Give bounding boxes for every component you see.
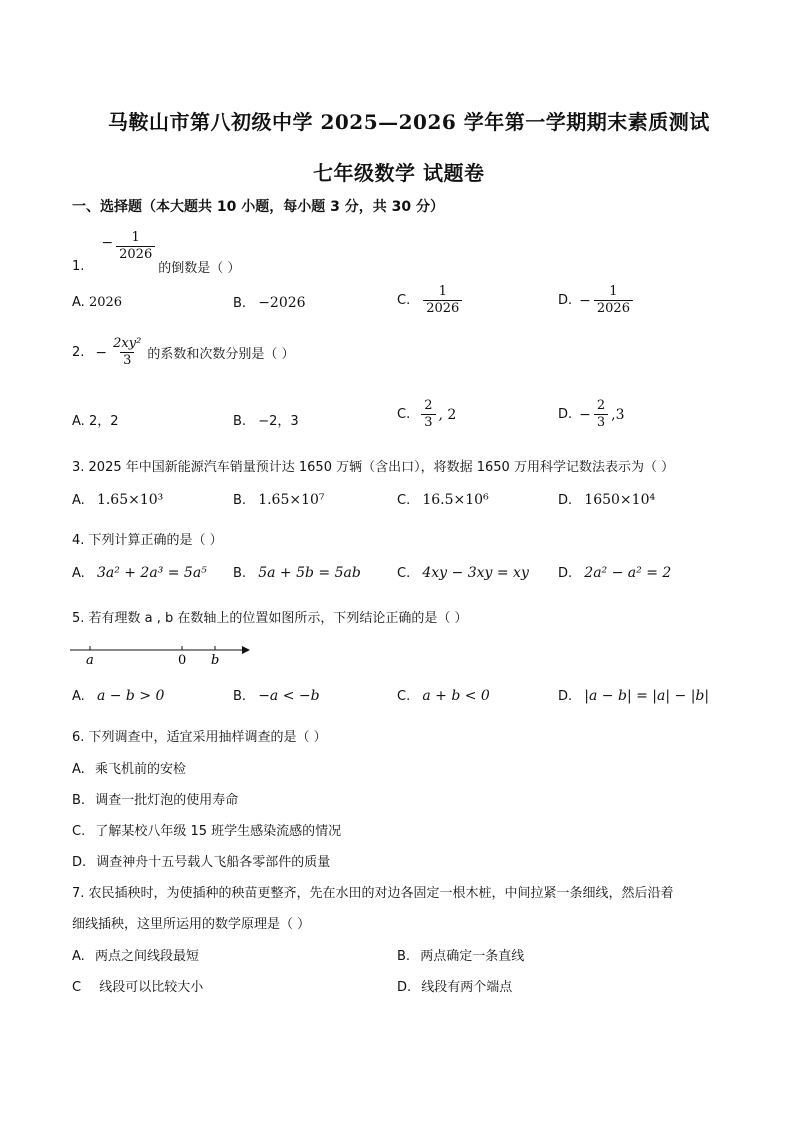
question-text: 的系数和次数分别是（ ）	[147, 347, 295, 362]
option-label: C.	[397, 293, 411, 308]
q2-option-b	[233, 410, 299, 429]
option-value: 乘飞机前的安检	[94, 762, 186, 777]
option-label: B.	[233, 493, 247, 508]
q1-option-d	[558, 284, 633, 317]
minus-sign: −	[101, 234, 114, 251]
fraction-numerator: 2xy²	[113, 336, 142, 351]
question-7-line-1: 7. 农民插秧时，为使插种的秧苗更整齐，先在水田的对边各固定一根木桩，中间拉紧一条细线，然后沿着	[72, 886, 674, 901]
option-value: 2026	[88, 295, 123, 310]
q2-option-d	[558, 398, 625, 431]
q2-option-a	[72, 410, 118, 429]
option-label: A.	[72, 414, 85, 429]
q5-option-a	[72, 688, 164, 704]
q7-option-a	[72, 945, 199, 964]
fraction-denominator: 3	[594, 414, 608, 431]
fraction	[423, 284, 462, 317]
option-label: A.	[72, 689, 85, 704]
option-label: D.	[558, 689, 573, 704]
option-label: A.	[72, 295, 85, 310]
q6-option-b	[72, 789, 238, 808]
option-value: 16.5×10⁶	[422, 492, 489, 508]
fraction	[110, 336, 144, 369]
fraction	[421, 398, 435, 431]
q6-option-c	[72, 820, 341, 839]
exam-title: 马鞍山市第八初级中学 2025—2026 学年第一学期期末素质测试	[108, 110, 710, 134]
question-4: 4. 下列计算正确的是（ ）	[72, 533, 223, 548]
q4-option-b	[233, 565, 361, 581]
q1-option-a	[72, 295, 122, 310]
fraction-denominator: 2026	[594, 300, 633, 317]
option-label: D.	[397, 980, 412, 995]
option-label: A.	[72, 566, 85, 581]
option-value: 4xy − 3xy = xy	[422, 565, 529, 581]
fraction-numerator: 1	[438, 284, 447, 299]
option-value: 线段有两个端点	[421, 980, 513, 995]
option-value: 5a + 5b = 5ab	[258, 565, 361, 581]
option-value: 线段可以比较大小	[99, 980, 204, 995]
fraction-numerator: 2	[596, 398, 606, 413]
fraction	[116, 230, 155, 263]
q1-option-b	[233, 295, 306, 311]
option-value: a + b < 0	[422, 688, 490, 704]
option-value: 1.65×10³	[96, 492, 164, 508]
option-label: B.	[397, 949, 411, 964]
q1-option-c	[397, 284, 462, 317]
option-label: C	[72, 980, 82, 995]
q6-option-d	[72, 851, 330, 870]
q7-option-d	[397, 976, 512, 995]
option-value: 1.65×10⁷	[258, 492, 325, 508]
arrow-icon	[242, 646, 250, 654]
option-value: 了解某校八年级 15 班学生感染流感的情况	[95, 824, 342, 839]
option-label: A.	[72, 493, 85, 508]
label-0: 0	[178, 653, 187, 668]
option-value: a − b > 0	[96, 688, 165, 704]
section-heading: 一、选择题（本大题共 10 小题，每小题 3 分，共 30 分）	[72, 199, 444, 215]
question-1	[72, 230, 241, 276]
q5-option-b	[233, 688, 320, 704]
option-value: |a − b| = |a| − |b|	[584, 688, 710, 704]
option-label: D.	[72, 855, 87, 870]
fraction-denominator: 3	[421, 414, 435, 431]
q3-option-b	[233, 492, 325, 508]
option-label: C.	[72, 824, 86, 839]
q7-option-c	[72, 976, 203, 995]
question-text: 的倒数是（ ）	[158, 261, 241, 276]
q4-option-d	[558, 565, 671, 581]
option-value: −2，3	[258, 414, 299, 429]
number-line	[66, 640, 251, 668]
fraction	[594, 284, 633, 317]
question-7-line-2: 细线插秧，这里所运用的数学原理是（ ）	[72, 917, 311, 932]
option-label: A.	[72, 949, 85, 964]
option-label: D.	[558, 407, 573, 422]
q6-option-a	[72, 758, 186, 777]
option-label: C.	[397, 689, 411, 704]
option-label: B.	[233, 296, 247, 311]
option-label: B.	[233, 689, 247, 704]
q4-option-a	[72, 565, 207, 581]
option-label: B.	[233, 566, 247, 581]
option-label: B.	[233, 414, 247, 429]
label-a: a	[86, 653, 94, 668]
option-value: 调查一批灯泡的使用寿命	[95, 793, 239, 808]
option-tail: , 2	[438, 406, 457, 423]
question-5: 5. 若有理数 a , b 在数轴上的位置如图所示，下列结论正确的是（ ）	[72, 611, 468, 626]
q3-option-d	[558, 492, 655, 508]
question-number: 2.	[72, 345, 85, 360]
minus-sign: −	[95, 344, 108, 361]
question-6: 6. 下列调查中，适宜采用抽样调查的是（ ）	[72, 730, 327, 745]
option-value: 2a² − a² = 2	[584, 565, 672, 581]
q5-option-c	[397, 688, 490, 704]
option-value: 3a² + 2a³ = 5a⁵	[96, 565, 207, 581]
option-label: C.	[397, 493, 411, 508]
option-label: A.	[72, 762, 85, 777]
q7-option-b	[397, 945, 524, 964]
option-label: C.	[397, 566, 411, 581]
option-label: C.	[397, 407, 411, 422]
q3-option-c	[397, 492, 489, 508]
q3-option-a	[72, 492, 163, 508]
question-3: 3. 2025 年中国新能源汽车销量预计达 1650 万辆（含出口），将数据 1650 万用科学记数法表示为（ ）	[72, 460, 675, 475]
exam-subtitle: 七年级数学 试题卷	[313, 161, 485, 185]
q5-option-d	[558, 688, 709, 704]
option-value: 调查神舟十五号载人飞船各零部件的质量	[96, 855, 331, 870]
label-b: b	[211, 653, 220, 668]
question-number: 1.	[72, 259, 85, 274]
option-tail: ,3	[611, 406, 625, 423]
option-value: 两点之间线段最短	[94, 949, 199, 964]
option-value: 2，2	[88, 414, 119, 429]
option-value: −2026	[258, 295, 306, 311]
option-label: D.	[558, 566, 573, 581]
option-value: 两点确定一条直线	[420, 949, 525, 964]
fraction-numerator: 1	[131, 230, 140, 245]
option-value: −a < −b	[258, 688, 320, 704]
fraction-numerator: 1	[609, 284, 618, 299]
option-label: D.	[558, 293, 573, 308]
fraction	[594, 398, 608, 431]
option-label: B.	[72, 793, 86, 808]
q4-option-c	[397, 565, 529, 581]
question-2	[72, 336, 294, 369]
fraction-numerator: 2	[424, 398, 433, 413]
fraction-denominator: 2026	[423, 300, 462, 317]
q2-option-c	[397, 398, 456, 431]
minus-sign: −	[579, 406, 591, 423]
fraction-denominator: 3	[120, 352, 134, 369]
fraction-denominator: 2026	[116, 246, 155, 263]
option-label: D.	[558, 493, 573, 508]
option-value: 1650×10⁴	[584, 492, 656, 508]
minus-sign: −	[579, 292, 591, 309]
